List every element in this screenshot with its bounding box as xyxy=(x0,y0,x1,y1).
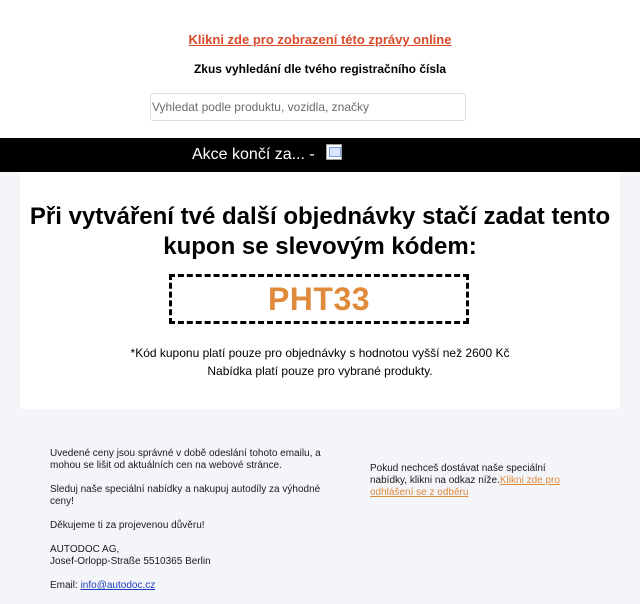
thanks-note: Děkujeme ti za projevenou důvěru! xyxy=(50,520,205,531)
view-online-link[interactable]: Klikni zde pro zobrazení této zprávy online xyxy=(188,32,452,47)
coupon-terms-line-2: Nabídka platí pouze pro vybrané produkty. xyxy=(207,364,433,378)
email-header xyxy=(0,0,640,138)
company-address xyxy=(50,544,335,568)
promo-countdown-text: Akce končí za... - xyxy=(192,146,315,163)
company-name: AUTODOC AG, xyxy=(50,544,120,555)
email-link[interactable]: info@autodoc.cz xyxy=(80,580,156,591)
street-address: Josef-Orlopp-Straße 5510365 Berlin xyxy=(50,556,211,567)
coupon-card xyxy=(20,172,620,409)
promo-countdown-bar xyxy=(0,138,640,172)
footer-info xyxy=(50,448,335,604)
prices-note: Uvedené ceny jsou správné v době odeslání tohoto emailu, a mohou se lišit od aktuálních cen na webové stránce. xyxy=(50,448,321,471)
email-row xyxy=(50,580,335,592)
coupon-terms-line-1: *Kód kuponu platí pouze pro objednávky s hodnotou vyšší než 2600 Kč xyxy=(130,346,510,360)
coupon-terms xyxy=(20,344,620,380)
search-input[interactable] xyxy=(150,93,466,121)
search-title: Zkus vyhledání dle tvého registračního čísla xyxy=(193,62,447,76)
follow-note: Sleduj naše speciální nabídky a nakupuj autodíly za výhodné ceny! xyxy=(50,484,321,507)
coupon-code-box xyxy=(169,274,469,324)
email-label: Email: xyxy=(50,580,78,591)
view-online-row xyxy=(0,32,640,47)
coupon-code: PHT33 xyxy=(267,280,371,317)
unsubscribe-text: Pokud nechceš dostávat naše speciální nabídky, klikni na odkaz níže. xyxy=(370,463,546,486)
unsubscribe-block xyxy=(370,463,570,499)
broken-image-icon xyxy=(326,144,342,160)
unsubscribe-link[interactable]: Klikni zde pro odhlášení se z odběru xyxy=(370,475,560,498)
coupon-heading: Při vytváření tvé další objednávky stačí zadat tento kupon se slevovým kódem: xyxy=(29,203,611,260)
